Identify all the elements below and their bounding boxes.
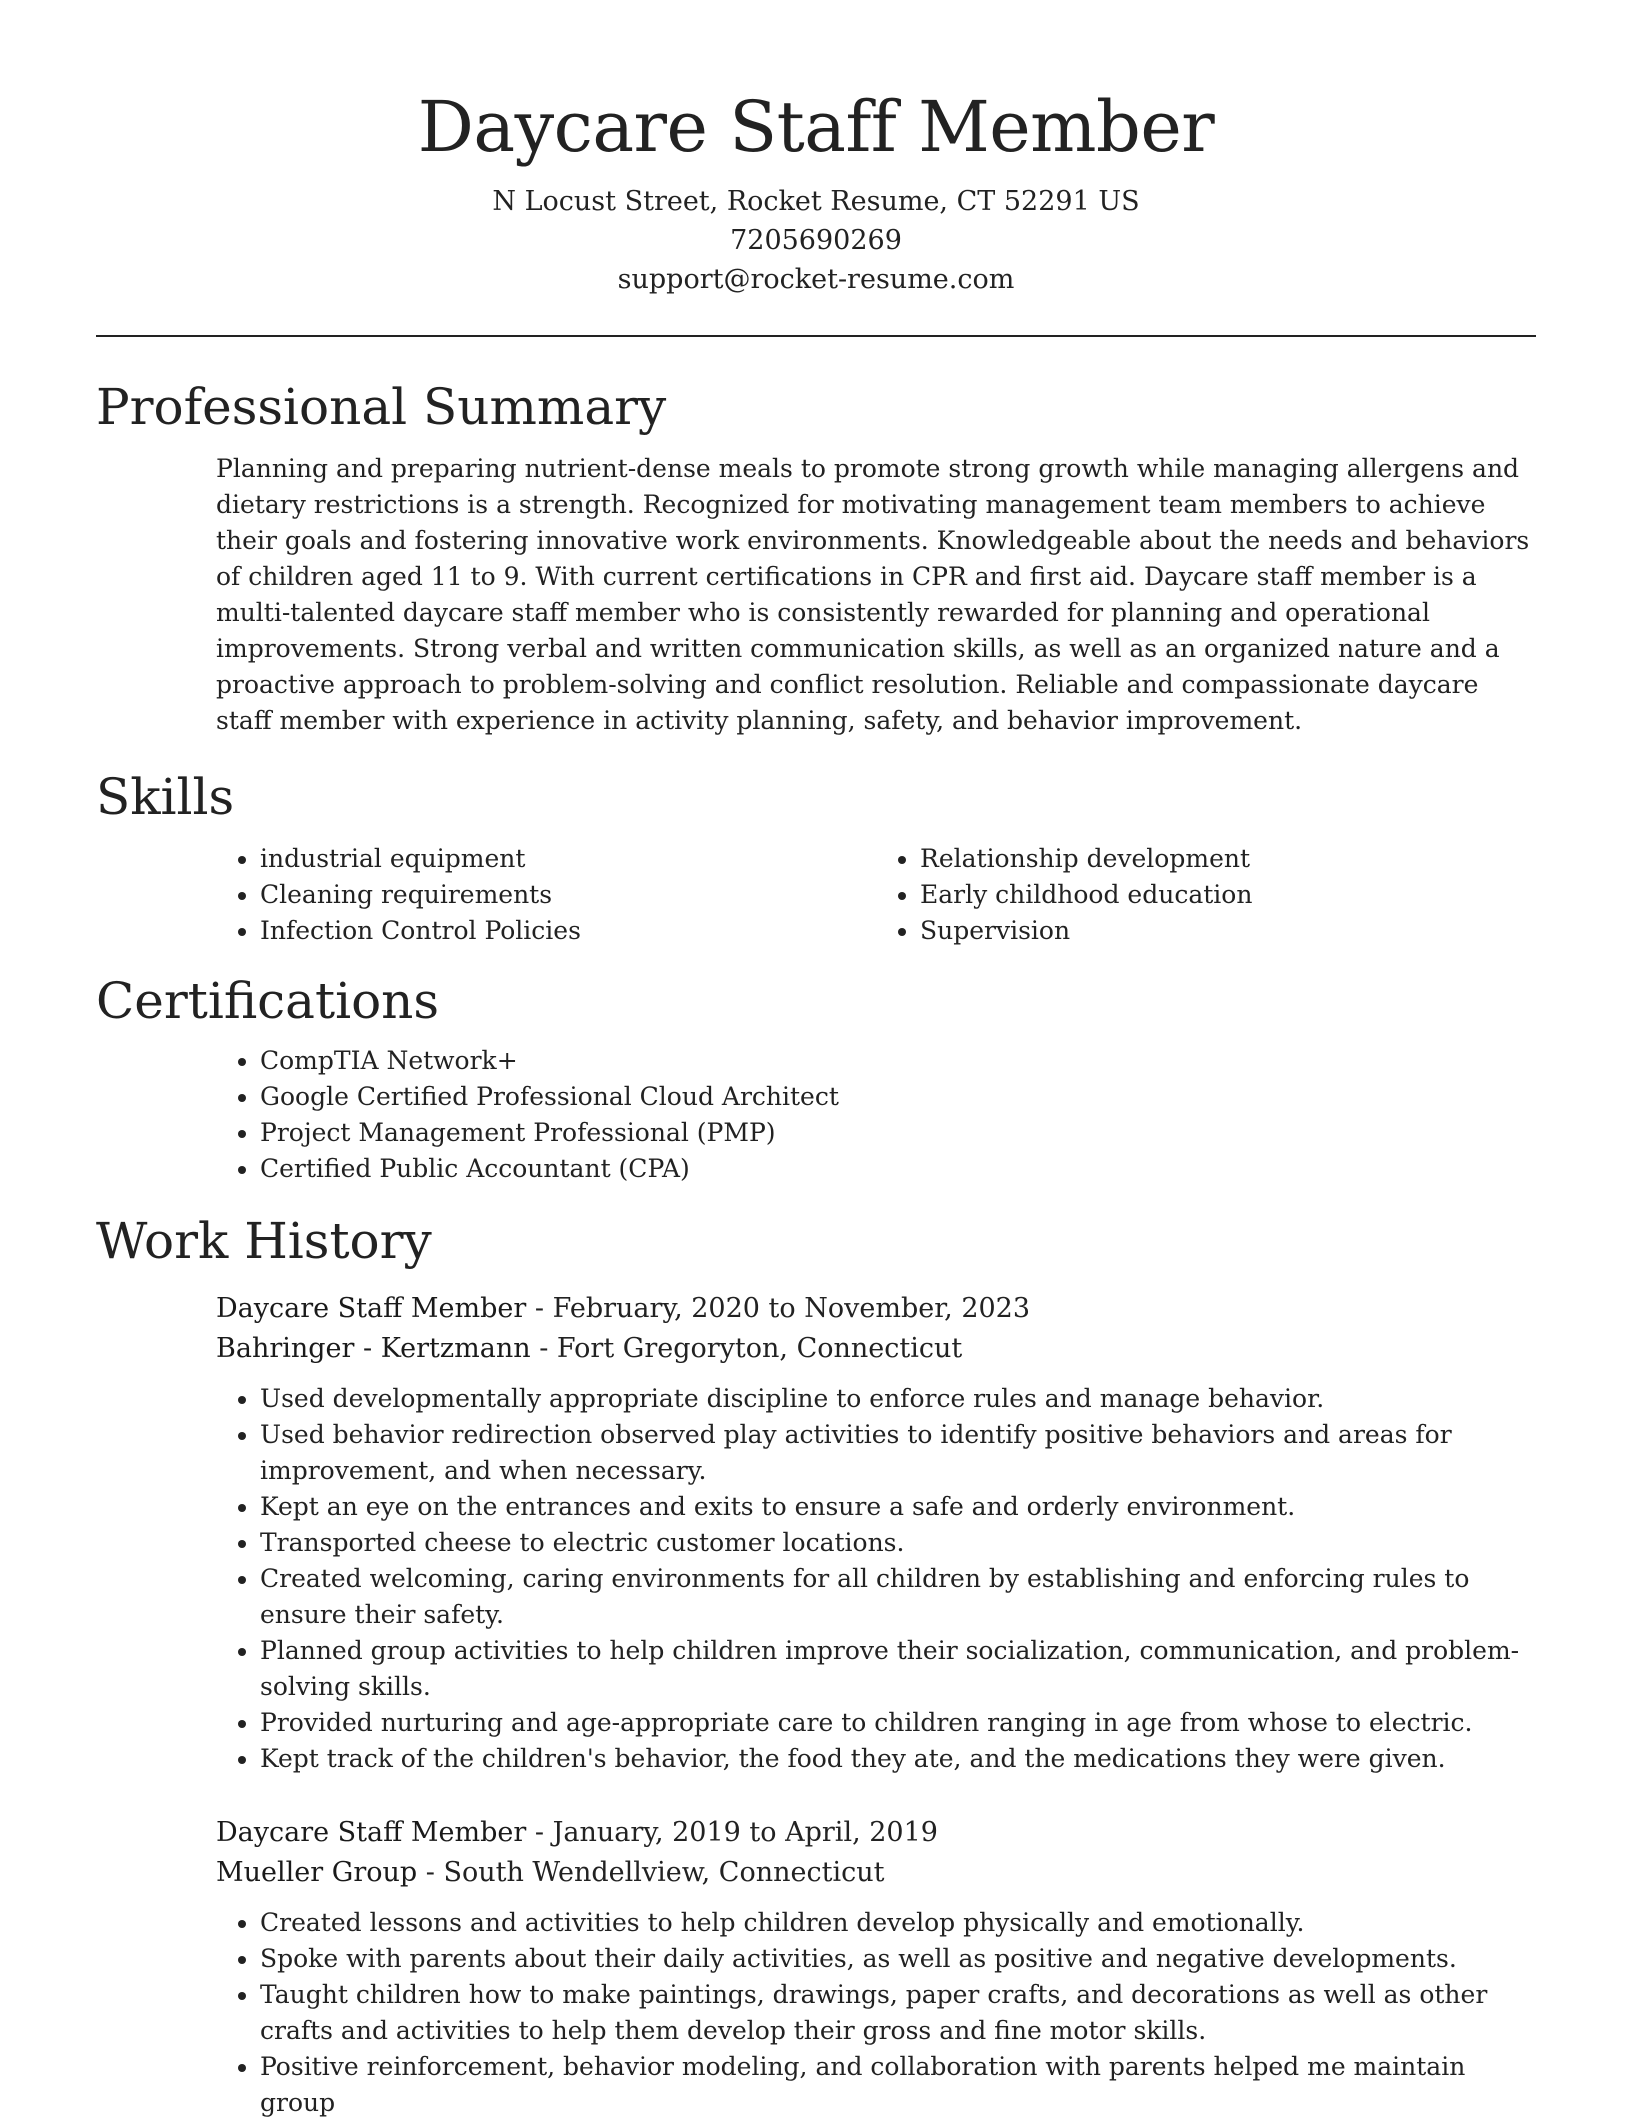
skill-item: • Supervision: [920, 913, 1536, 949]
job-bullets: [216, 1381, 1536, 1777]
skill-item: • Infection Control Policies: [260, 913, 876, 949]
job-company-line: [216, 1853, 1536, 1893]
summary-section: [96, 377, 1536, 739]
resume-header: [96, 0, 1536, 299]
summary-title: Professional Summary: [96, 378, 667, 436]
job-bullet: • Kept track of the children's behavior, the food they ate, and the medications they were given.: [260, 1741, 1536, 1777]
job-bullet: • Used behavior redirection observed play activities to identify positive behaviors and areas for improvement, and when necessary.: [260, 1417, 1536, 1489]
job-bullet: • Taught children how to make paintings, drawings, paper crafts, and decorations as well as other crafts and activities to help them develop their gross and fine motor skills.: [260, 1977, 1536, 2049]
certifications-title: Certifications: [96, 972, 440, 1030]
skill-item: • Relationship development: [920, 841, 1536, 877]
job-location: - South Wendellview, Connecticut: [425, 1857, 885, 1888]
job-role: Daycare Staff Member: [216, 1293, 527, 1324]
address-text: N Locust Street, Rocket Resume, CT 52291 US: [492, 186, 1140, 217]
resume-page: [96, 0, 1536, 2121]
skills-list-right: [876, 841, 1536, 949]
summary-body: [216, 451, 1536, 739]
job-bullet: • Positive reinforcement, behavior modeling, and collaboration with parents helped me maintain group: [260, 2049, 1536, 2121]
job-bullet: • Used developmentally appropriate discipline to enforce rules and manage behavior.: [260, 1381, 1536, 1417]
certification-item: • Google Certified Professional Cloud Architect: [260, 1079, 1536, 1115]
candidate-name: Daycare Staff Member: [417, 86, 1215, 168]
skills-section: [96, 767, 1536, 949]
summary-text: Planning and preparing nutrient-dense meals to promote strong growth while managing allergens and dietary restrictions is a strength. Recognized for motivating management team members to achieve their goals and fostering innovative work environments. Knowledgeable about the needs and behaviors of children aged 11 to 9. With current certifications in CPR and first aid. Daycare staff member is a multi-talented daycare staff member who is consistently rewarded for planning and operational improvements. Strong verbal and written communication skills, as well as an organized nature and a proactive approach to problem-solving and conflict resolution. Reliable and compassionate daycare staff member with experience in activity planning, safety, and behavior improvement.: [216, 454, 1530, 735]
job-title-line: [216, 1289, 1536, 1329]
work-history-section: [96, 1211, 1536, 2121]
job-bullet: • Provided nurturing and age-appropriate care to children ranging in age from whose to electric.: [260, 1705, 1536, 1741]
certification-item: • Certified Public Accountant (CPA): [260, 1151, 1536, 1187]
skill-item: • Cleaning requirements: [260, 877, 876, 913]
job-bullet: • Created lessons and activities to help children develop physically and emotionally.: [260, 1905, 1536, 1941]
skills-title: Skills: [96, 768, 235, 826]
job-bullets: [216, 1905, 1536, 2121]
certifications-list: [216, 1043, 1536, 1187]
job-bullet: • Created welcoming, caring environments for all children by establishing and enforcing rules to ensure their safety.: [260, 1561, 1536, 1633]
job-company: Mueller Group: [216, 1857, 418, 1888]
job-bullet: • Planned group activities to help children improve their socialization, communication, and problem-solving skills.: [260, 1633, 1536, 1705]
work-history-title: Work History: [96, 1212, 432, 1270]
job-dates: - January, 2019 to April, 2019: [534, 1817, 938, 1848]
job-bullet: • Spoke with parents about their daily activities, as well as positive and negative developments.: [260, 1941, 1536, 1977]
job-dates: - February, 2020 to November, 2023: [534, 1293, 1031, 1324]
contact-block: [96, 182, 1536, 299]
job-role: Daycare Staff Member: [216, 1817, 527, 1848]
certifications-body: [216, 1043, 1536, 1187]
phone-text: 7205690269: [730, 225, 902, 256]
header-divider: [96, 335, 1536, 337]
skill-item: • Early childhood education: [920, 877, 1536, 913]
job-bullet: • Transported cheese to electric customer locations.: [260, 1525, 1536, 1561]
job-company: Bahringer - Kertzmann: [216, 1333, 531, 1364]
skills-list-left: [216, 841, 876, 949]
job-entry: [216, 1289, 1536, 1777]
certifications-section: [96, 971, 1536, 1187]
certification-item: • CompTIA Network+: [260, 1043, 1536, 1079]
certification-item: • Project Management Professional (PMP): [260, 1115, 1536, 1151]
job-company-line: [216, 1329, 1536, 1369]
job-bullet: • Kept an eye on the entrances and exits to ensure a safe and orderly environment.: [260, 1489, 1536, 1525]
job-entry: [216, 1813, 1536, 2121]
email-text: support@rocket-resume.com: [617, 264, 1015, 295]
job-location: - Fort Gregoryton, Connecticut: [539, 1333, 963, 1364]
skill-item: • industrial equipment: [260, 841, 876, 877]
skills-columns: [216, 841, 1536, 949]
job-title-line: [216, 1813, 1536, 1853]
